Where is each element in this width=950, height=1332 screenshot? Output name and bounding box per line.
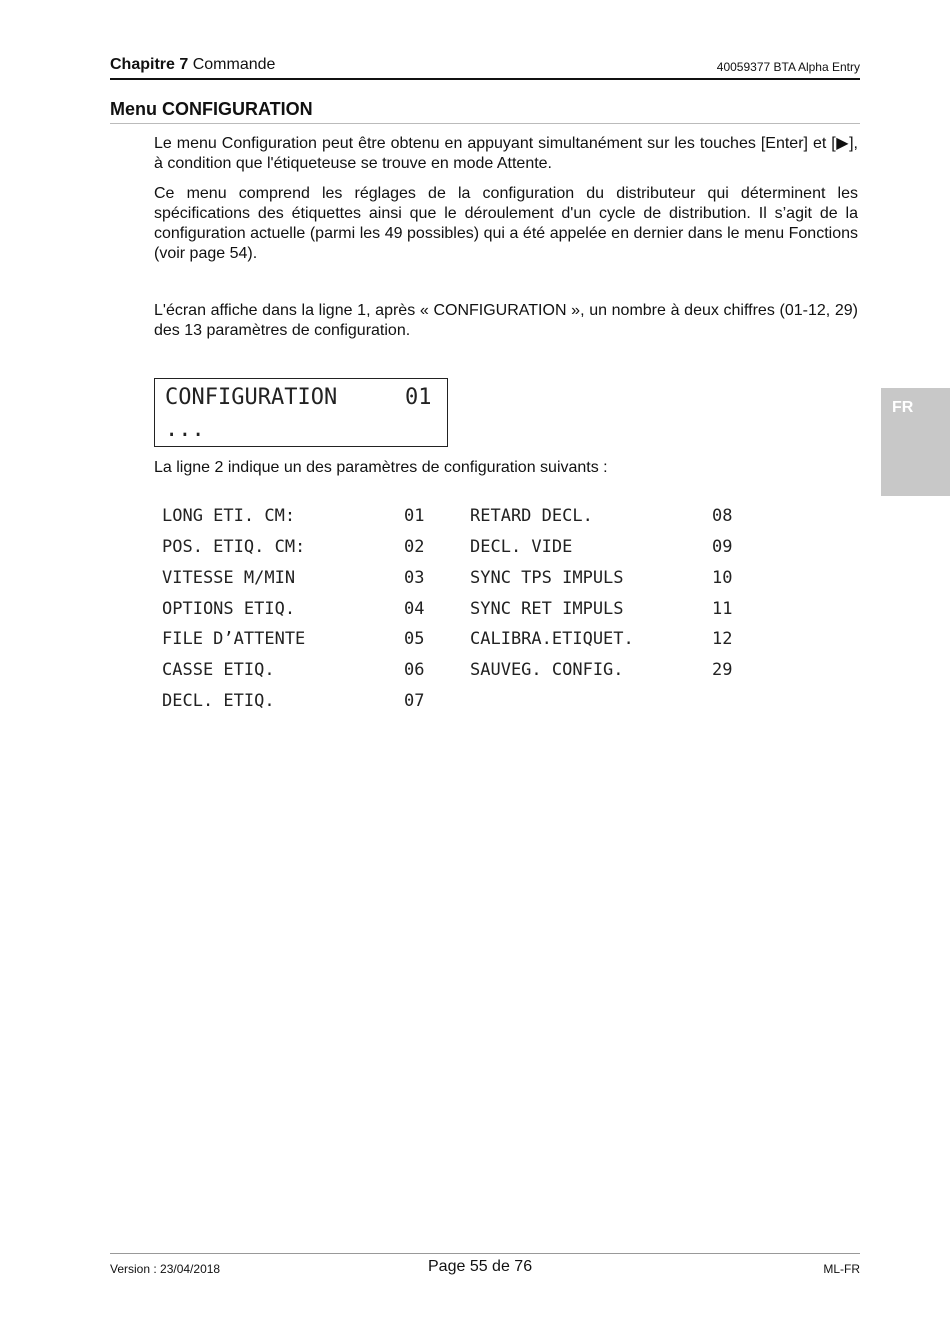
lcd-display — [154, 378, 448, 447]
parameter-code: 02 — [404, 537, 425, 557]
document-reference: 40059377 BTA Alpha Entry — [716, 60, 860, 74]
parameter-code: 01 — [404, 506, 425, 526]
parameter-code: 11 — [712, 599, 733, 619]
parameter-code: 03 — [404, 568, 425, 588]
parameter-code: 09 — [712, 537, 733, 557]
page-number: Page 55 de 76 — [428, 1258, 533, 1275]
parameter-code: 04 — [404, 599, 425, 619]
chapter-label: Chapitre 7 — [110, 56, 189, 73]
parameter-code: 10 — [712, 568, 733, 588]
parameter-label: FILE D’ATTENTE — [162, 629, 306, 649]
parameter-label: OPTIONS ETIQ. — [162, 599, 296, 619]
lcd-line-1-text: CONFIGURATION — [165, 385, 338, 410]
parameter-label: SYNC RET IMPULS — [470, 599, 624, 619]
parameter-code: 12 — [712, 629, 733, 649]
language-code: ML-FR — [823, 1262, 860, 1276]
parameter-label: VITESSE M/MIN — [162, 568, 296, 588]
intro-paragraph: Le menu Configuration peut être obtenu en appuyant simultanément sur les touches [Enter] et [▶], à condition que l'étiqueteuse se trouve en mode Attente. — [154, 135, 858, 172]
line2-paragraph: La ligne 2 indique un des paramètres de configuration suivants : — [154, 459, 608, 476]
chapter-heading — [110, 56, 275, 74]
parameter-label: DECL. VIDE — [470, 537, 573, 557]
parameter-code: 06 — [404, 660, 425, 680]
parameter-label: POS. ETIQ. CM: — [162, 537, 306, 557]
parameter-label: LONG ETI. CM: — [162, 506, 296, 526]
parameter-label: CASSE ETIQ. — [162, 660, 275, 680]
screen-paragraph: L'écran affiche dans la ligne 1, après « CONFIGURATION », un nombre à deux chiffres (01-12, 29) des 13 paramètres de configuration. — [154, 302, 858, 339]
parameter-code: 08 — [712, 506, 733, 526]
parameter-label: SAUVEG. CONFIG. — [470, 660, 624, 680]
language-tab — [881, 388, 950, 496]
parameter-label: DECL. ETIQ. — [162, 691, 275, 711]
parameter-label: CALIBRA.ETIQUET. — [470, 629, 634, 649]
page-header — [110, 56, 860, 80]
chapter-title: Commande — [192, 56, 276, 73]
page-footer — [110, 1253, 860, 1284]
lcd-line-1-code: 01 — [405, 385, 432, 410]
version-text: Version : 23/04/2018 — [110, 1262, 221, 1276]
description-paragraph: Ce menu comprend les réglages de la configuration du distributeur qui déterminent les spécifications des étiquettes ainsi que le déroulement d'un cycle de distribution. Il s’agit de la configuration actuelle (parmi les 49 possibles) qui a été appelée en dernier dans le menu Fonctions (voir page 54). — [154, 185, 858, 262]
section-title: Menu CONFIGURATION — [110, 99, 860, 124]
parameter-code: 05 — [404, 629, 425, 649]
lcd-line-2-text: ... — [165, 417, 205, 442]
parameter-code: 29 — [712, 660, 733, 680]
parameter-code: 07 — [404, 691, 425, 711]
parameter-label: RETARD DECL. — [470, 506, 593, 526]
language-tab-label: FR — [892, 399, 914, 416]
parameter-label: SYNC TPS IMPULS — [470, 568, 624, 588]
